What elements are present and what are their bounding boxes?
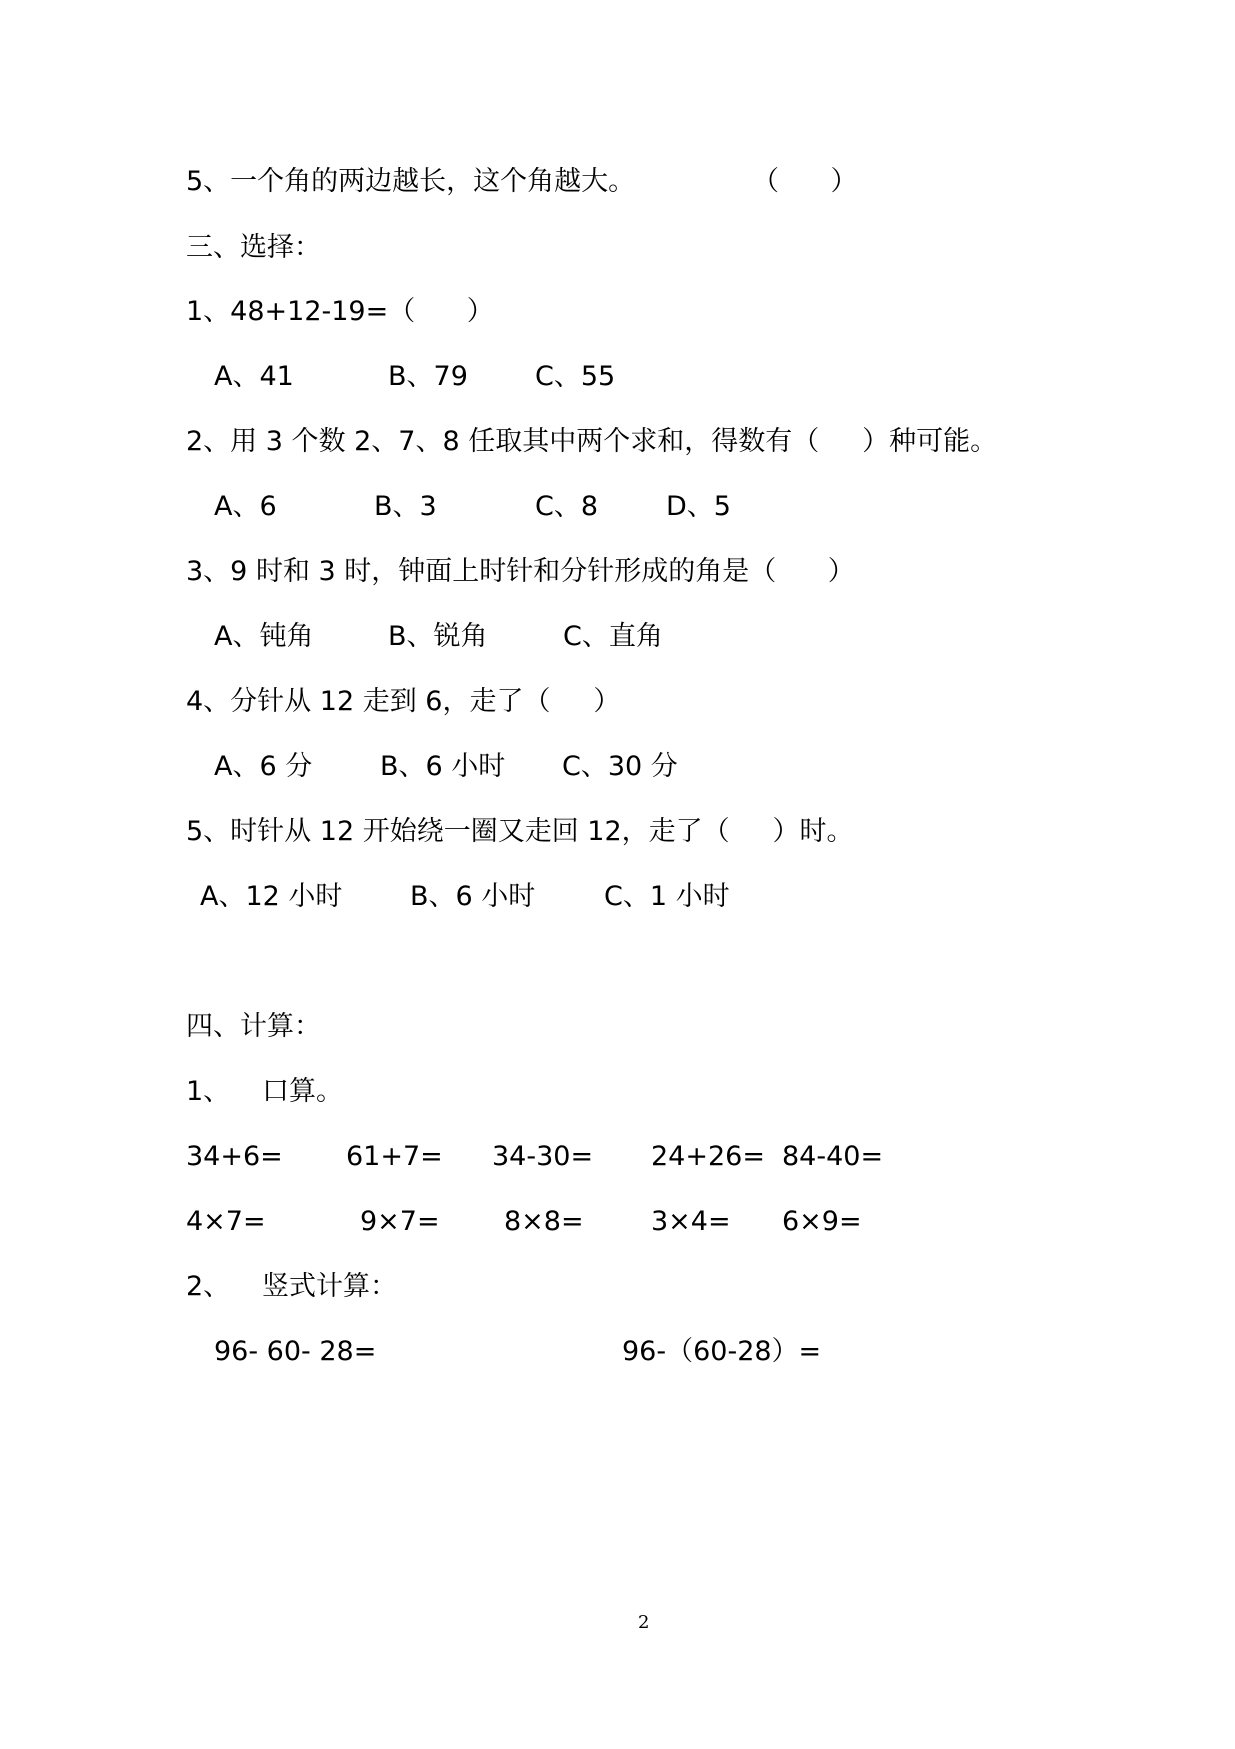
option-c: C、直角 — [563, 621, 663, 652]
page-number: 2 — [638, 1612, 650, 1633]
option-d: D、5 — [666, 491, 731, 522]
part-title: 竖式计算： — [262, 1271, 397, 1302]
calculation-problem: 96-（60-28）= — [622, 1336, 822, 1367]
answer-blank: （ ） — [752, 166, 858, 197]
option-a: A、12 小时 — [200, 881, 343, 912]
option-c: C、1 小时 — [604, 881, 730, 912]
arithmetic-problem: 84-40= — [782, 1141, 884, 1172]
option-b: B、锐角 — [388, 621, 488, 652]
question-text: 5、一个角的两边越长，这个角越大。 — [186, 166, 636, 197]
option-c: C、8 — [535, 491, 599, 522]
arithmetic-problem: 8×8= — [504, 1206, 584, 1237]
section-title: 四、计算： — [186, 1011, 321, 1042]
part-number: 2、 — [186, 1271, 231, 1302]
option-b: B、79 — [388, 361, 468, 392]
option-a: A、41 — [214, 361, 294, 392]
question-stem: 2、用 3 个数 2、7、8 任取其中两个求和，得数有（ ）种可能。 — [186, 426, 998, 457]
option-a: A、钝角 — [214, 621, 314, 652]
arithmetic-problem: 4×7= — [186, 1206, 266, 1237]
part-title: 口算。 — [262, 1076, 343, 1107]
arithmetic-problem: 6×9= — [782, 1206, 862, 1237]
option-c: C、55 — [535, 361, 616, 392]
option-b: B、6 小时 — [410, 881, 536, 912]
question-stem: 1、48+12-19=（ ） — [186, 296, 494, 327]
arithmetic-problem: 34-30= — [492, 1141, 594, 1172]
question-stem: 5、时针从 12 开始绕一圈又走回 12，走了（ ）时。 — [186, 816, 854, 847]
part-number: 1、 — [186, 1076, 231, 1107]
calculation-problem: 96- 60- 28= — [214, 1336, 377, 1367]
arithmetic-problem: 24+26= — [651, 1141, 765, 1172]
arithmetic-problem: 3×4= — [651, 1206, 731, 1237]
option-a: A、6 分 — [214, 751, 313, 782]
arithmetic-problem: 61+7= — [346, 1141, 443, 1172]
option-a: A、6 — [214, 491, 277, 522]
option-b: B、3 — [374, 491, 437, 522]
question-stem: 4、分针从 12 走到 6，走了（ ） — [186, 686, 621, 717]
arithmetic-problem: 9×7= — [360, 1206, 440, 1237]
arithmetic-problem: 34+6= — [186, 1141, 283, 1172]
section-title: 三、选择： — [186, 232, 321, 263]
question-stem: 3、9 时和 3 时，钟面上时针和分针形成的角是（ ） — [186, 556, 855, 587]
vertical-calculation-problems — [0, 1334, 822, 1478]
option-c: C、30 分 — [562, 751, 678, 782]
option-b: B、6 小时 — [380, 751, 506, 782]
